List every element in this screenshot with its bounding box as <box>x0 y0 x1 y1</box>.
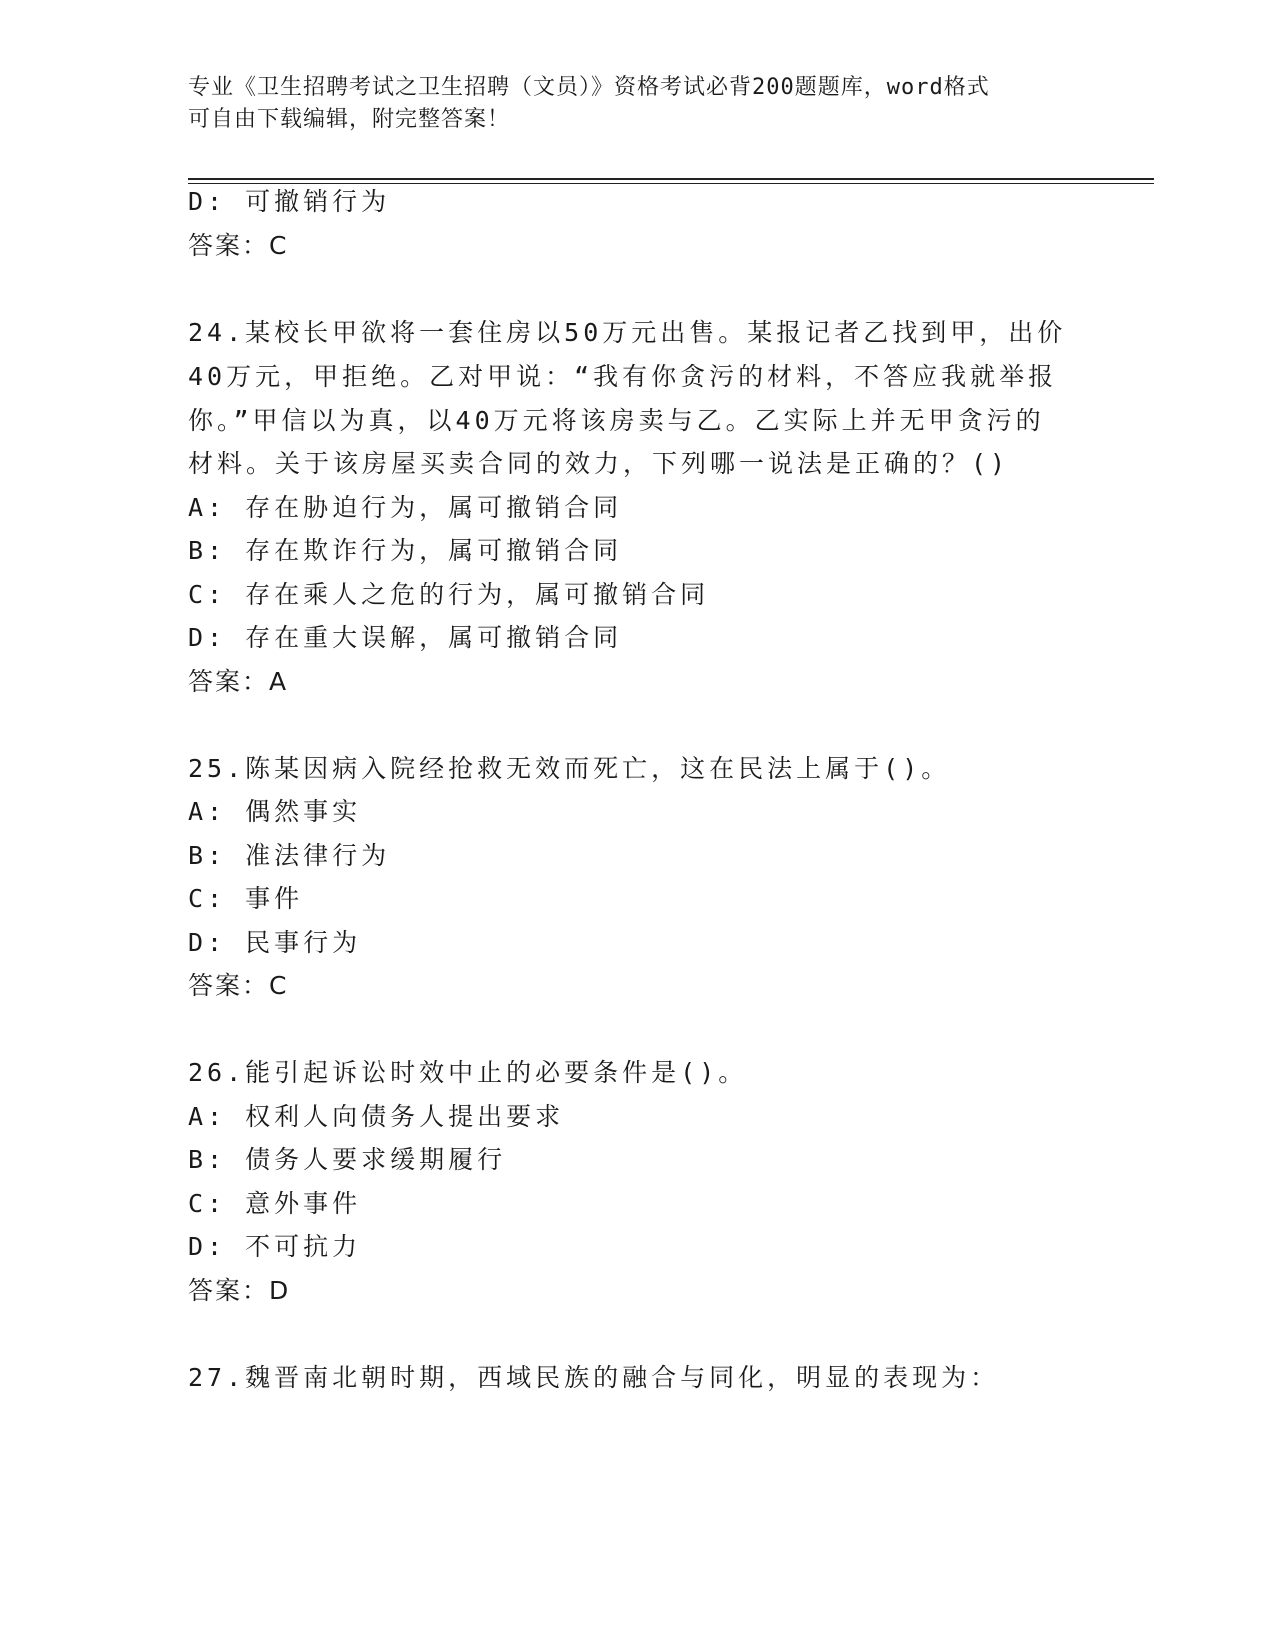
q26-stem: 26.能引起诉讼时效中止的必要条件是()。 <box>188 1058 748 1087</box>
header-rule-thin <box>188 183 1154 184</box>
header-line-1: 专业《卫生招聘考试之卫生招聘（文员）》资格考试必背200题题库，word格式 <box>188 75 990 100</box>
document-header <box>188 72 1088 136</box>
q24-option-b: B: 存在欺诈行为，属可撤销合同 <box>188 536 623 565</box>
q23-option-d: D: 可撤销行为 <box>188 187 391 216</box>
q24-answer: 答案：A <box>188 667 289 696</box>
q25-answer: 答案：C <box>188 971 289 1000</box>
q26-option-c: C: 意外事件 <box>188 1189 362 1218</box>
header-line-2: 可自由下载编辑，附完整答案！ <box>188 107 511 132</box>
q25-option-a: A: 偶然事实 <box>188 797 362 826</box>
q24-option-c: C: 存在乘人之危的行为，属可撤销合同 <box>188 580 710 609</box>
q23-answer: 答案：C <box>188 231 289 260</box>
q24-stem-line-3: 你。”甲信以为真，以40万元将该房卖与乙。乙实际上并无甲贪污的 <box>188 406 1045 435</box>
q26-option-a: A: 权利人向债务人提出要求 <box>188 1102 565 1131</box>
q24-option-d: D: 存在重大误解，属可撤销合同 <box>188 623 623 652</box>
q26-option-b: B: 债务人要求缓期履行 <box>188 1145 507 1174</box>
header-rule-thick <box>188 178 1154 180</box>
q26-option-d: D: 不可抗力 <box>188 1232 362 1261</box>
q27-stem: 27.魏晋南北朝时期，西域民族的融合与同化，明显的表现为： <box>188 1363 1000 1392</box>
q25-option-c: C: 事件 <box>188 884 304 913</box>
q24-option-a: A: 存在胁迫行为，属可撤销合同 <box>188 493 623 522</box>
q24-stem-line-2: 40万元，甲拒绝。乙对甲说：“我有你贪污的材料，不答应我就举报 <box>188 362 1058 391</box>
q25-option-b: B: 准法律行为 <box>188 841 391 870</box>
q26-answer: 答案：D <box>188 1276 291 1305</box>
q25-stem: 25.陈某因病入院经抢救无效而死亡，这在民法上属于()。 <box>188 754 951 783</box>
q24-stem-line-1: 24.某校长甲欲将一套住房以50万元出售。某报记者乙找到甲，出价 <box>188 318 1067 347</box>
q25-option-d: D: 民事行为 <box>188 928 362 957</box>
q24-stem-line-4: 材料。关于该房屋买卖合同的效力，下列哪一说法是正确的？() <box>188 449 1010 478</box>
